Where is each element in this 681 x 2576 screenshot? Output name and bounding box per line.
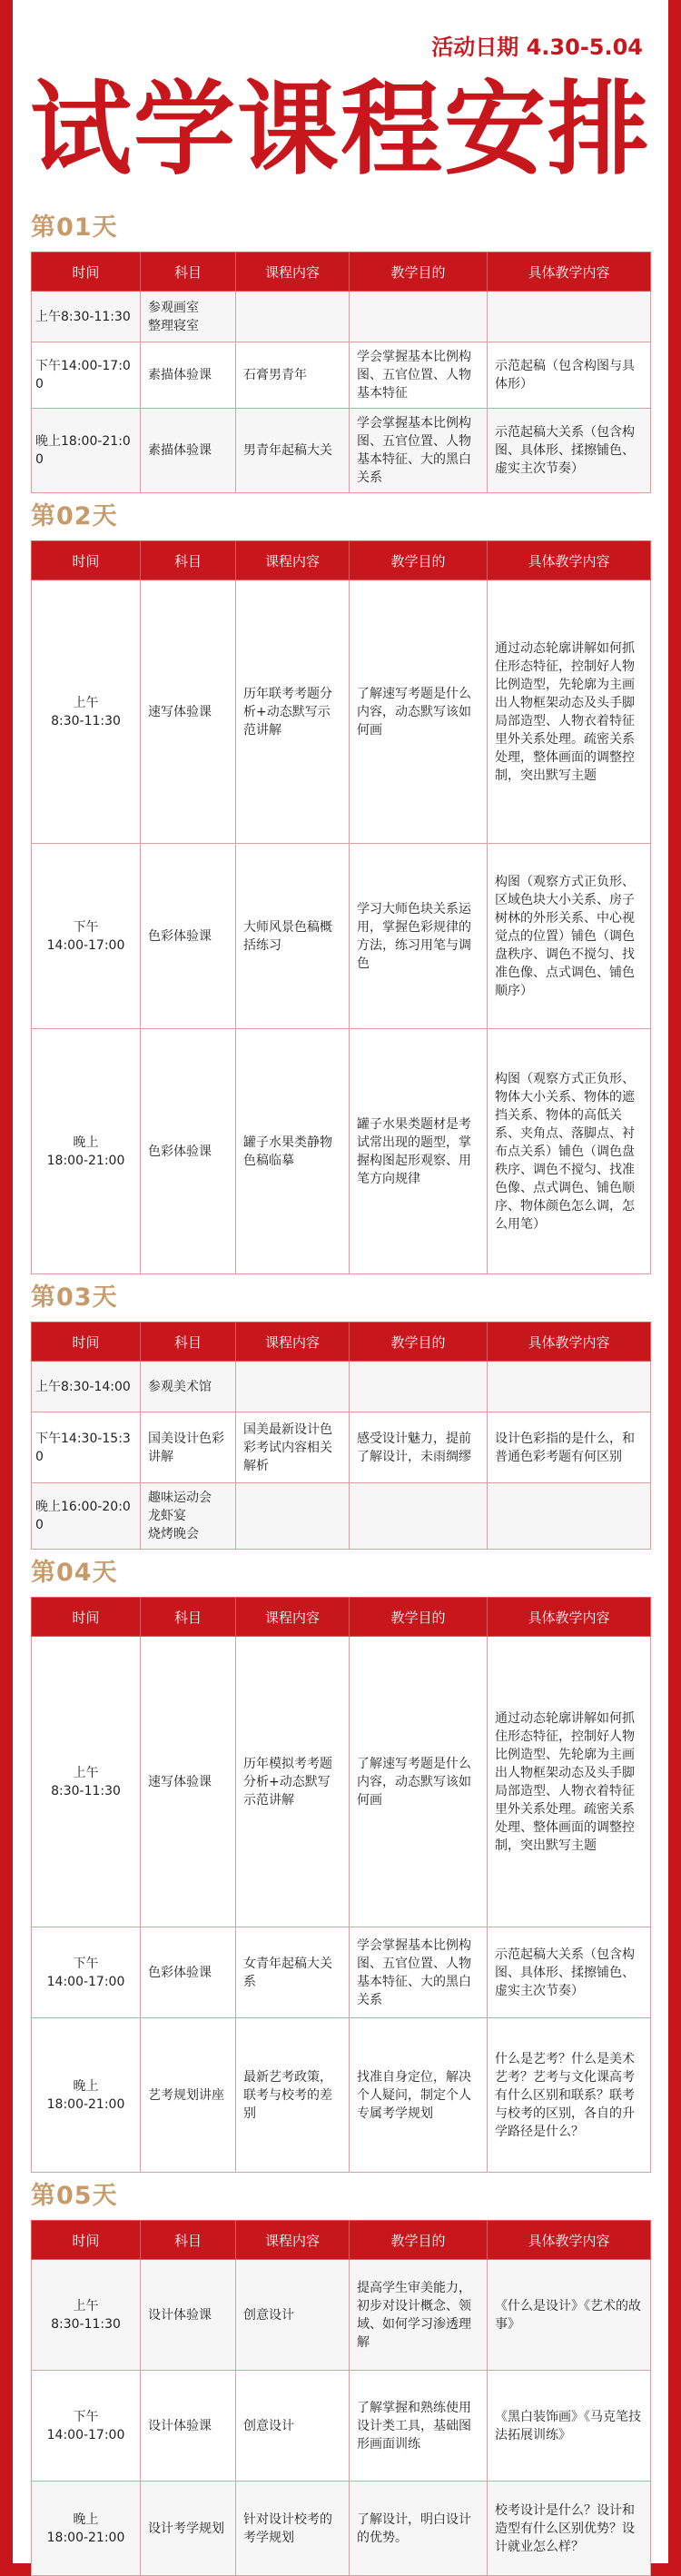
cell-detail: 设计色彩指的是什么，和普通色彩考题有何区别 xyxy=(488,1412,651,1483)
day-title: 第04天 xyxy=(31,1559,118,1587)
column-header: 课程内容 xyxy=(236,1598,350,1637)
day-block xyxy=(31,2173,650,2576)
column-header: 具体教学内容 xyxy=(488,2221,651,2260)
column-header: 科目 xyxy=(141,2221,236,2260)
table-row xyxy=(32,844,651,1029)
cell-purpose: 了解掌握和熟练使用设计类工具，基础图形画面训练 xyxy=(350,2371,488,2482)
cell-subject: 趣味运动会 龙虾宴 烧烤晚会 xyxy=(141,1483,236,1550)
cell-time: 晚上 18:00-21:00 xyxy=(32,1029,141,1274)
cell-subject: 艺考规划讲座 xyxy=(141,2018,236,2173)
cell-purpose: 了解速写考题是什么内容，动态默写该如何画 xyxy=(350,580,488,844)
cell-detail xyxy=(488,1483,651,1550)
column-header: 课程内容 xyxy=(236,2221,350,2260)
cell-detail: 示范起稿大关系（包含构图、具体形、揉擦铺色、虚实主次节奏） xyxy=(488,409,651,493)
table-row xyxy=(32,1029,651,1274)
cell-subject: 设计考学规划 xyxy=(141,2482,236,2576)
poster-title: 试学课程安排 xyxy=(30,71,651,189)
cell-subject: 设计体验课 xyxy=(141,2260,236,2371)
cell-detail: 《什么是设计》《艺术的故事》 xyxy=(488,2260,651,2371)
cell-content xyxy=(236,1483,350,1550)
cell-time: 下午 14:00-17:00 xyxy=(32,1927,141,2018)
cell-subject: 国美设计色彩讲解 xyxy=(141,1412,236,1483)
column-header: 课程内容 xyxy=(236,253,350,292)
cell-detail: 构图（观察方式正负形、区域色块大小关系、房子树林的外形关系、中心视觉点的位置）铺色（调色盘秩序、调色不搅匀、找准色像、点式调色、铺色顺序） xyxy=(488,844,651,1029)
cell-subject: 速写体验课 xyxy=(141,1637,236,1927)
cell-content: 创意设计 xyxy=(236,2260,350,2371)
cell-time: 上午8:30-14:00 xyxy=(32,1362,141,1412)
day-block xyxy=(31,1550,650,2173)
cell-purpose xyxy=(350,1362,488,1412)
cell-detail: 示范起稿（包含构图与具体形） xyxy=(488,342,651,409)
table-row xyxy=(32,1637,651,1927)
cell-content: 最新艺考政策，联考与校考的差别 xyxy=(236,2018,350,2173)
cell-purpose xyxy=(350,292,488,342)
column-header: 时间 xyxy=(32,1323,141,1362)
cell-purpose: 感受设计魅力，提前了解设计，未雨绸缪 xyxy=(350,1412,488,1483)
column-header: 科目 xyxy=(141,1323,236,1362)
cell-detail: 《黑白装饰画》《马克笔技法拓展训练》 xyxy=(488,2371,651,2482)
cell-content: 国美最新设计色彩考试内容相关解析 xyxy=(236,1412,350,1483)
cell-time: 下午14:30-15:30 xyxy=(32,1412,141,1483)
column-header: 教学目的 xyxy=(350,1598,488,1637)
cell-time: 晚上16:00-20:00 xyxy=(32,1483,141,1550)
cell-purpose: 学会掌握基本比例构图、五官位置、人物基本特征、大的黑白关系 xyxy=(350,409,488,493)
cell-content: 针对设计校考的考学规划 xyxy=(236,2482,350,2576)
cell-time: 上午 8:30-11:30 xyxy=(32,1637,141,1927)
cell-time: 晚上18:00-21:00 xyxy=(32,409,141,493)
day-title: 第02天 xyxy=(31,502,118,530)
cell-content: 历年模拟考考题分析+动态默写示范讲解 xyxy=(236,1637,350,1927)
cell-subject: 色彩体验课 xyxy=(141,1029,236,1274)
cell-purpose: 学会掌握基本比例构图、五官位置、人物基本特征、大的黑白关系 xyxy=(350,1927,488,2018)
cell-detail: 构图（观察方式正负形、物体大小关系、物体的遮挡关系、物体的高低关系、夹角点、落脚点、衬布点关系）铺色（调色盘秩序、调色不搅匀、找准色像、点式调色、铺色顺序、物体颜色怎么调，怎么用笔） xyxy=(488,1029,651,1274)
cell-subject: 素描体验课 xyxy=(141,342,236,409)
cell-time: 下午 14:00-17:00 xyxy=(32,844,141,1029)
cell-content: 女青年起稿大关系 xyxy=(236,1927,350,2018)
cell-detail xyxy=(488,292,651,342)
column-header: 教学目的 xyxy=(350,2221,488,2260)
table-row xyxy=(32,580,651,844)
cell-content: 石膏男青年 xyxy=(236,342,350,409)
cell-content xyxy=(236,292,350,342)
table-header-row xyxy=(32,2221,651,2260)
table-header-row xyxy=(32,541,651,580)
column-header: 课程内容 xyxy=(236,541,350,580)
event-date: 活动日期 4.30-5.04 xyxy=(431,35,643,60)
cell-detail xyxy=(488,1362,651,1412)
cell-time: 晚上 18:00-21:00 xyxy=(32,2482,141,2576)
table-row xyxy=(32,409,651,493)
cell-detail: 示范起稿大关系（包含构图、具体形、揉擦铺色、虚实主次节奏） xyxy=(488,1927,651,2018)
cell-subject: 色彩体验课 xyxy=(141,844,236,1029)
column-header: 具体教学内容 xyxy=(488,1598,651,1637)
column-header: 具体教学内容 xyxy=(488,1323,651,1362)
cell-purpose: 了解速写考题是什么内容，动态默写该如何画 xyxy=(350,1637,488,1927)
cell-content: 创意设计 xyxy=(236,2371,350,2482)
day-block xyxy=(31,493,650,1274)
table-row xyxy=(32,1412,651,1483)
cell-content: 历年联考考题分析+动态默写示范讲解 xyxy=(236,580,350,844)
day-title: 第03天 xyxy=(31,1283,118,1312)
cell-time: 下午14:00-17:00 xyxy=(32,342,141,409)
day-title: 第05天 xyxy=(31,2182,118,2210)
column-header: 具体教学内容 xyxy=(488,541,651,580)
cell-purpose: 学习大师色块关系运用，掌握色彩规律的方法，练习用笔与调色 xyxy=(350,844,488,1029)
cell-time: 上午8:30-11:30 xyxy=(32,292,141,342)
column-header: 具体教学内容 xyxy=(488,253,651,292)
table-header-row xyxy=(32,1598,651,1637)
table-header-row xyxy=(32,1323,651,1362)
cell-time: 上午 8:30-11:30 xyxy=(32,2260,141,2371)
column-header: 科目 xyxy=(141,541,236,580)
cell-time: 上午 8:30-11:30 xyxy=(32,580,141,844)
schedule-days xyxy=(13,204,668,2576)
table-row xyxy=(32,1362,651,1412)
column-header: 时间 xyxy=(32,1598,141,1637)
cell-purpose: 罐子水果类题材是考试常出现的题型，掌握构图起形观察、用笔方向规律 xyxy=(350,1029,488,1274)
cell-purpose: 学会掌握基本比例构图、五官位置、人物基本特征 xyxy=(350,342,488,409)
schedule-table xyxy=(31,252,651,493)
cell-detail: 通过动态轮廓讲解如何抓住形态特征，控制好人物比例造型、先轮廓为主画出人物框架动态及头手脚局部造型、人物衣着特征里外关系处理。疏密关系处理、整体画面的调整控制，突出默写主题 xyxy=(488,1637,651,1927)
cell-detail: 通过动态轮廓讲解如何抓住形态特征，控制好人物比例造型，先轮廓为主画出人物框架动态及头手脚局部造型、人物衣着特征里外关系处理。疏密关系处理，整体画面的调整控制，突出默写主题 xyxy=(488,580,651,844)
cell-content: 大师风景色稿概括练习 xyxy=(236,844,350,1029)
table-row xyxy=(32,292,651,342)
poster-header xyxy=(13,0,668,204)
day-block xyxy=(31,204,650,493)
day-block xyxy=(31,1274,650,1550)
column-header: 教学目的 xyxy=(350,541,488,580)
table-header-row xyxy=(32,253,651,292)
column-header: 时间 xyxy=(32,2221,141,2260)
day-title: 第01天 xyxy=(31,213,118,242)
table-row xyxy=(32,1927,651,2018)
cell-subject: 参观画室 整理寝室 xyxy=(141,292,236,342)
cell-subject: 色彩体验课 xyxy=(141,1927,236,2018)
schedule-table xyxy=(31,1597,651,2173)
cell-purpose xyxy=(350,1483,488,1550)
cell-subject: 素描体验课 xyxy=(141,409,236,493)
table-row xyxy=(32,2018,651,2173)
cell-subject: 参观美术馆 xyxy=(141,1362,236,1412)
poster-frame xyxy=(13,0,668,2563)
cell-content: 男青年起稿大关 xyxy=(236,409,350,493)
column-header: 时间 xyxy=(32,541,141,580)
column-header: 教学目的 xyxy=(350,253,488,292)
table-row xyxy=(32,2260,651,2371)
cell-content xyxy=(236,1362,350,1412)
schedule-table xyxy=(31,1322,651,1550)
schedule-table xyxy=(31,540,651,1274)
cell-subject: 速写体验课 xyxy=(141,580,236,844)
cell-detail: 什么是艺考？什么是美术艺考？艺考与文化课高考有什么区别和联系？联考与校考的区别，各自的升学路径是什么？ xyxy=(488,2018,651,2173)
column-header: 科目 xyxy=(141,1598,236,1637)
column-header: 课程内容 xyxy=(236,1323,350,1362)
column-header: 教学目的 xyxy=(350,1323,488,1362)
cell-time: 晚上 18:00-21:00 xyxy=(32,2018,141,2173)
cell-purpose: 找准自身定位，解决个人疑问，制定个人专属考学规划 xyxy=(350,2018,488,2173)
table-row xyxy=(32,2371,651,2482)
schedule-table xyxy=(31,2220,651,2576)
cell-time: 下午 14:00-17:00 xyxy=(32,2371,141,2482)
column-header: 科目 xyxy=(141,253,236,292)
table-row xyxy=(32,2482,651,2576)
cell-subject: 设计体验课 xyxy=(141,2371,236,2482)
cell-purpose: 了解设计，明白设计的优势。 xyxy=(350,2482,488,2576)
cell-purpose: 提高学生审美能力，初步对设计概念、领域、如何学习渗透理解 xyxy=(350,2260,488,2371)
table-row xyxy=(32,342,651,409)
cell-detail: 校考设计是什么？设计和造型有什么区别优势？设计就业怎么样？ xyxy=(488,2482,651,2576)
table-row xyxy=(32,1483,651,1550)
column-header: 时间 xyxy=(32,253,141,292)
cell-content: 罐子水果类静物色稿临摹 xyxy=(236,1029,350,1274)
